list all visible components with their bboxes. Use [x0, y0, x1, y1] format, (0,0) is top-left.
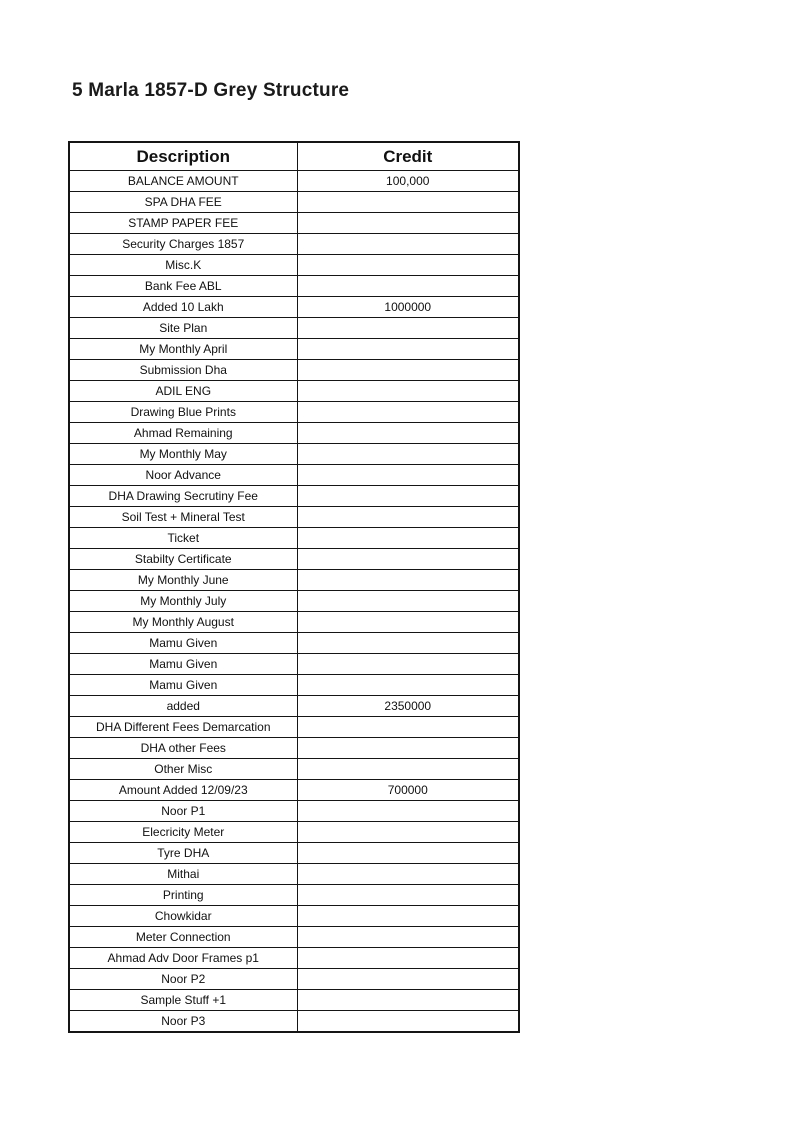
credit-cell: [297, 423, 519, 444]
description-cell: Drawing Blue Prints: [69, 402, 297, 423]
table-row: [69, 339, 519, 360]
description-cell: Noor Advance: [69, 465, 297, 486]
description-cell: Amount Added 12/09/23: [69, 780, 297, 801]
table-row: [69, 885, 519, 906]
table-row: [69, 633, 519, 654]
description-cell: Ahmad Remaining: [69, 423, 297, 444]
table-row: [69, 969, 519, 990]
description-cell: My Monthly August: [69, 612, 297, 633]
table-row: [69, 318, 519, 339]
credit-cell: [297, 360, 519, 381]
credit-cell: [297, 990, 519, 1011]
credit-cell: [297, 822, 519, 843]
description-cell: SPA DHA FEE: [69, 192, 297, 213]
table-row: [69, 591, 519, 612]
table-row: [69, 171, 519, 192]
table-row: [69, 675, 519, 696]
credit-cell: [297, 528, 519, 549]
credit-cell: [297, 213, 519, 234]
table-row: [69, 780, 519, 801]
description-cell: Other Misc: [69, 759, 297, 780]
description-cell: Printing: [69, 885, 297, 906]
table-row: [69, 549, 519, 570]
credit-cell: [297, 570, 519, 591]
description-cell: My Monthly May: [69, 444, 297, 465]
description-cell: Sample Stuff +1: [69, 990, 297, 1011]
table-body: [69, 171, 519, 1033]
description-cell: Chowkidar: [69, 906, 297, 927]
table-row: [69, 948, 519, 969]
credit-column-header: Credit: [297, 142, 519, 171]
table-row: [69, 654, 519, 675]
credit-cell: [297, 465, 519, 486]
description-cell: Meter Connection: [69, 927, 297, 948]
ledger-table: [68, 141, 520, 1033]
description-cell: My Monthly June: [69, 570, 297, 591]
description-cell: BALANCE AMOUNT: [69, 171, 297, 192]
credit-cell: [297, 444, 519, 465]
credit-cell: [297, 759, 519, 780]
description-cell: Submission Dha: [69, 360, 297, 381]
credit-cell: [297, 843, 519, 864]
credit-cell: [297, 255, 519, 276]
credit-cell: [297, 549, 519, 570]
table-row: [69, 759, 519, 780]
table-row: [69, 255, 519, 276]
table-row: [69, 213, 519, 234]
credit-cell: 100,000: [297, 171, 519, 192]
description-cell: STAMP PAPER FEE: [69, 213, 297, 234]
description-cell: Mamu Given: [69, 633, 297, 654]
description-cell: added: [69, 696, 297, 717]
credit-cell: [297, 339, 519, 360]
description-cell: Noor P1: [69, 801, 297, 822]
table-row: [69, 507, 519, 528]
table-row: [69, 402, 519, 423]
credit-cell: [297, 633, 519, 654]
description-cell: Soil Test + Mineral Test: [69, 507, 297, 528]
credit-cell: [297, 969, 519, 990]
description-cell: Security Charges 1857: [69, 234, 297, 255]
description-cell: Ahmad Adv Door Frames p1: [69, 948, 297, 969]
description-cell: ADIL ENG: [69, 381, 297, 402]
credit-cell: [297, 486, 519, 507]
credit-cell: [297, 591, 519, 612]
table-row: [69, 381, 519, 402]
ledger-table-container: [68, 141, 518, 1033]
table-row: [69, 717, 519, 738]
table-row: [69, 570, 519, 591]
table-row: [69, 192, 519, 213]
credit-cell: [297, 612, 519, 633]
table-row: [69, 906, 519, 927]
credit-cell: [297, 906, 519, 927]
table-row: [69, 528, 519, 549]
table-row: [69, 297, 519, 318]
credit-cell: [297, 717, 519, 738]
table-row: [69, 696, 519, 717]
credit-cell: [297, 864, 519, 885]
table-row: [69, 360, 519, 381]
page-title: 5 Marla 1857-D Grey Structure: [72, 80, 350, 101]
credit-cell: [297, 1011, 519, 1033]
credit-cell: 1000000: [297, 297, 519, 318]
description-cell: DHA other Fees: [69, 738, 297, 759]
description-cell: My Monthly April: [69, 339, 297, 360]
credit-cell: [297, 276, 519, 297]
description-cell: Ticket: [69, 528, 297, 549]
credit-cell: [297, 381, 519, 402]
table-row: [69, 801, 519, 822]
table-row: [69, 465, 519, 486]
description-cell: Added 10 Lakh: [69, 297, 297, 318]
table-row: [69, 444, 519, 465]
table-row: [69, 927, 519, 948]
table-row: [69, 864, 519, 885]
table-row: [69, 822, 519, 843]
table-row: [69, 990, 519, 1011]
description-cell: Mithai: [69, 864, 297, 885]
description-cell: Elecricity Meter: [69, 822, 297, 843]
credit-cell: 2350000: [297, 696, 519, 717]
description-cell: Noor P2: [69, 969, 297, 990]
table-row: [69, 1011, 519, 1033]
description-cell: Misc.K: [69, 255, 297, 276]
description-cell: Noor P3: [69, 1011, 297, 1033]
description-cell: Mamu Given: [69, 675, 297, 696]
description-cell: Tyre DHA: [69, 843, 297, 864]
credit-cell: [297, 507, 519, 528]
header-row: [69, 142, 519, 171]
description-cell: Mamu Given: [69, 654, 297, 675]
credit-cell: [297, 927, 519, 948]
description-cell: Site Plan: [69, 318, 297, 339]
table-row: [69, 234, 519, 255]
description-column-header: Description: [69, 142, 297, 171]
credit-cell: [297, 654, 519, 675]
table-row: [69, 612, 519, 633]
credit-cell: [297, 234, 519, 255]
credit-cell: [297, 402, 519, 423]
credit-cell: [297, 675, 519, 696]
table-row: [69, 276, 519, 297]
credit-cell: 700000: [297, 780, 519, 801]
description-cell: My Monthly July: [69, 591, 297, 612]
credit-cell: [297, 738, 519, 759]
table-row: [69, 843, 519, 864]
credit-cell: [297, 948, 519, 969]
table-row: [69, 486, 519, 507]
table-row: [69, 423, 519, 444]
table-row: [69, 738, 519, 759]
description-cell: DHA Different Fees Demarcation: [69, 717, 297, 738]
credit-cell: [297, 885, 519, 906]
description-cell: DHA Drawing Secrutiny Fee: [69, 486, 297, 507]
description-cell: Stabilty Certificate: [69, 549, 297, 570]
credit-cell: [297, 801, 519, 822]
credit-cell: [297, 318, 519, 339]
credit-cell: [297, 192, 519, 213]
description-cell: Bank Fee ABL: [69, 276, 297, 297]
